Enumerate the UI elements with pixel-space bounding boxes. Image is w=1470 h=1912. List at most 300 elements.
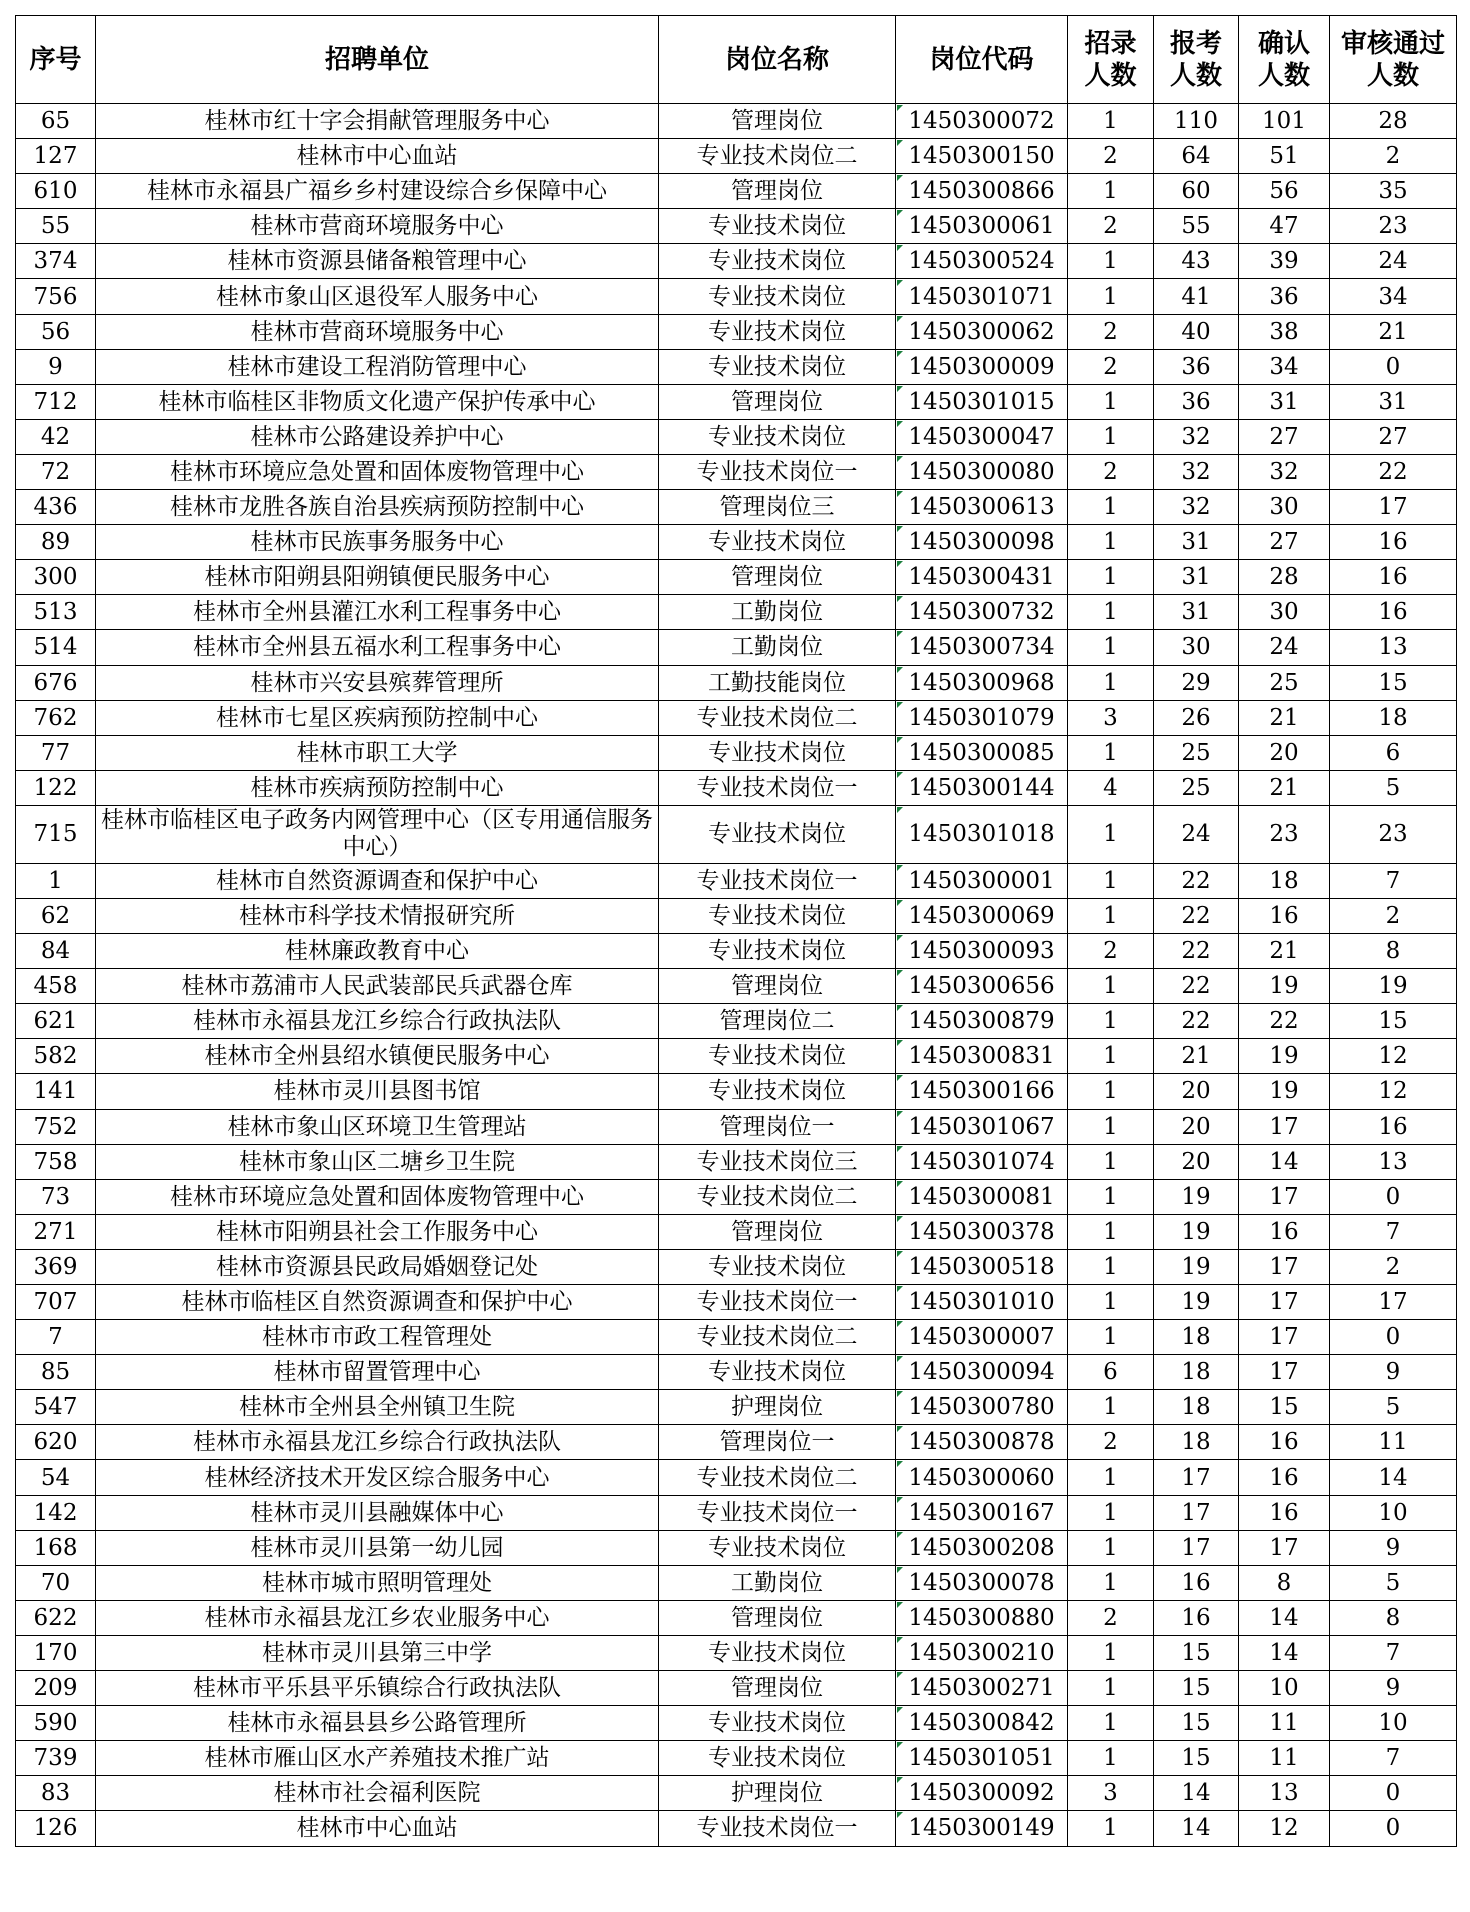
hiring-count-cell: 1 <box>1068 1144 1154 1179</box>
confirmed-count-cell: 17 <box>1239 1249 1330 1284</box>
number-stored-as-text-indicator-icon <box>897 1461 903 1467</box>
number-stored-as-text-indicator-icon <box>897 900 903 906</box>
table-row <box>16 419 1457 454</box>
approved-count-cell: 15 <box>1330 665 1457 700</box>
approved-count-cell: 0 <box>1330 1811 1457 1846</box>
position-code-text: 1450301051 <box>908 1745 1055 1772</box>
position-code-text: 1450300092 <box>908 1780 1055 1807</box>
position-code-cell <box>896 454 1068 489</box>
serial-number-cell: 707 <box>16 1285 96 1320</box>
position-code-cell <box>896 1671 1068 1706</box>
serial-number-cell: 55 <box>16 209 96 244</box>
number-stored-as-text-indicator-icon <box>897 140 903 146</box>
table-row <box>16 314 1457 349</box>
position-code-cell <box>896 1635 1068 1670</box>
table-row <box>16 665 1457 700</box>
document-page <box>15 15 1457 1847</box>
number-stored-as-text-indicator-icon <box>897 970 903 976</box>
approved-count-cell: 16 <box>1330 525 1457 560</box>
applicant-count-cell: 40 <box>1154 314 1239 349</box>
number-stored-as-text-indicator-icon <box>897 667 903 673</box>
table-row <box>16 1635 1457 1670</box>
serial-number-cell: 582 <box>16 1039 96 1074</box>
serial-number-cell: 739 <box>16 1741 96 1776</box>
position-name-cell: 专业技术岗位二 <box>659 1320 896 1355</box>
position-name-cell: 专业技术岗位二 <box>659 1460 896 1495</box>
approved-count-cell: 23 <box>1330 209 1457 244</box>
confirmed-count-cell: 47 <box>1239 209 1330 244</box>
approved-count-cell: 0 <box>1330 1320 1457 1355</box>
table-row <box>16 1600 1457 1635</box>
position-code-cell <box>896 1109 1068 1144</box>
hiring-count-cell: 1 <box>1068 1039 1154 1074</box>
hiring-count-cell: 6 <box>1068 1355 1154 1390</box>
confirmed-count-cell: 30 <box>1239 490 1330 525</box>
table-row <box>16 898 1457 933</box>
number-stored-as-text-indicator-icon <box>897 737 903 743</box>
position-code-text: 1450301067 <box>908 1113 1055 1140</box>
position-code-cell <box>896 1249 1068 1284</box>
hiring-count-cell: 2 <box>1068 1600 1154 1635</box>
approved-count-cell: 16 <box>1330 560 1457 595</box>
approved-count-cell: 5 <box>1330 1565 1457 1600</box>
serial-number-cell: 89 <box>16 525 96 560</box>
serial-number-cell: 70 <box>16 1565 96 1600</box>
applicant-count-cell: 18 <box>1154 1390 1239 1425</box>
approved-count-cell: 6 <box>1330 735 1457 770</box>
hiring-count-cell: 2 <box>1068 934 1154 969</box>
table-row <box>16 770 1457 805</box>
number-stored-as-text-indicator-icon <box>897 772 903 778</box>
serial-number-cell: 62 <box>16 898 96 933</box>
number-stored-as-text-indicator-icon <box>897 1742 903 1748</box>
position-code-text: 1450301015 <box>908 388 1055 415</box>
confirmed-count-cell: 25 <box>1239 665 1330 700</box>
employer-cell: 桂林市永福县龙江乡综合行政执法队 <box>96 1425 659 1460</box>
serial-number-cell: 73 <box>16 1179 96 1214</box>
applicant-count-cell: 31 <box>1154 525 1239 560</box>
serial-number-cell: 168 <box>16 1530 96 1565</box>
approved-count-cell: 9 <box>1330 1671 1457 1706</box>
confirmed-count-cell: 18 <box>1239 863 1330 898</box>
position-code-cell <box>896 1600 1068 1635</box>
table-row <box>16 139 1457 174</box>
serial-number-cell: 547 <box>16 1390 96 1425</box>
applicant-count-cell: 31 <box>1154 560 1239 595</box>
position-name-cell: 专业技术岗位 <box>659 244 896 279</box>
header-applicant-count: 报考 人数 <box>1154 16 1239 104</box>
position-code-cell <box>896 898 1068 933</box>
applicant-count-cell: 25 <box>1154 735 1239 770</box>
approved-count-cell: 7 <box>1330 1741 1457 1776</box>
applicant-count-cell: 30 <box>1154 630 1239 665</box>
serial-number-cell: 84 <box>16 934 96 969</box>
position-code-text: 1450300098 <box>908 529 1055 556</box>
applicant-count-cell: 32 <box>1154 419 1239 454</box>
confirmed-count-cell: 24 <box>1239 630 1330 665</box>
number-stored-as-text-indicator-icon <box>897 1812 903 1818</box>
hiring-count-cell: 1 <box>1068 1004 1154 1039</box>
hiring-count-cell: 2 <box>1068 349 1154 384</box>
employer-cell: 桂林市中心血站 <box>96 139 659 174</box>
position-name-cell: 专业技术岗位一 <box>659 1495 896 1530</box>
number-stored-as-text-indicator-icon <box>897 1356 903 1362</box>
position-code-text: 1450300656 <box>908 973 1055 1000</box>
table-row <box>16 1811 1457 1846</box>
serial-number-cell: 676 <box>16 665 96 700</box>
serial-number-cell: 752 <box>16 1109 96 1144</box>
serial-number-cell: 122 <box>16 770 96 805</box>
applicant-count-cell: 19 <box>1154 1285 1239 1320</box>
employer-cell: 桂林市全州县灌江水利工程事务中心 <box>96 595 659 630</box>
hiring-count-cell: 1 <box>1068 1390 1154 1425</box>
confirmed-count-cell: 17 <box>1239 1179 1330 1214</box>
serial-number-cell: 42 <box>16 419 96 454</box>
approved-count-cell: 34 <box>1330 279 1457 314</box>
approved-count-cell: 13 <box>1330 630 1457 665</box>
position-name-cell: 专业技术岗位 <box>659 1355 896 1390</box>
table-row <box>16 1530 1457 1565</box>
position-code-text: 1450300060 <box>908 1464 1055 1491</box>
confirmed-count-cell: 10 <box>1239 1671 1330 1706</box>
position-name-cell: 管理岗位三 <box>659 490 896 525</box>
serial-number-cell: 1 <box>16 863 96 898</box>
applicant-count-cell: 22 <box>1154 934 1239 969</box>
table-row <box>16 700 1457 735</box>
number-stored-as-text-indicator-icon <box>897 175 903 181</box>
applicant-count-cell: 17 <box>1154 1460 1239 1495</box>
number-stored-as-text-indicator-icon <box>897 1075 903 1081</box>
number-stored-as-text-indicator-icon <box>897 702 903 708</box>
employer-cell: 桂林市灵川县融媒体中心 <box>96 1495 659 1530</box>
position-code-cell <box>896 1390 1068 1425</box>
confirmed-count-cell: 17 <box>1239 1285 1330 1320</box>
hiring-count-cell: 2 <box>1068 209 1154 244</box>
table-row <box>16 1671 1457 1706</box>
hiring-count-cell: 1 <box>1068 1671 1154 1706</box>
table-row <box>16 244 1457 279</box>
serial-number-cell: 513 <box>16 595 96 630</box>
employer-cell: 桂林市灵川县第三中学 <box>96 1635 659 1670</box>
serial-number-cell: 458 <box>16 969 96 1004</box>
confirmed-count-cell: 16 <box>1239 898 1330 933</box>
position-name-cell: 工勤岗位 <box>659 1565 896 1600</box>
position-code-text: 1450300878 <box>908 1429 1055 1456</box>
header-row <box>16 16 1457 104</box>
position-name-cell: 专业技术岗位 <box>659 525 896 560</box>
employer-cell: 桂林市临桂区电子政务内网管理中心（区专用通信服务中心） <box>96 805 659 863</box>
applicant-count-cell: 24 <box>1154 805 1239 863</box>
position-name-cell: 护理岗位 <box>659 1776 896 1811</box>
header-position-name: 岗位名称 <box>659 16 896 104</box>
applicant-count-cell: 64 <box>1154 139 1239 174</box>
position-name-cell: 专业技术岗位 <box>659 735 896 770</box>
position-code-text: 1450300009 <box>908 353 1055 380</box>
position-code-cell <box>896 1495 1068 1530</box>
position-code-cell <box>896 1320 1068 1355</box>
approved-count-cell: 22 <box>1330 454 1457 489</box>
approved-count-cell: 13 <box>1330 1144 1457 1179</box>
confirmed-count-cell: 38 <box>1239 314 1330 349</box>
position-code-text: 1450300149 <box>908 1815 1055 1842</box>
recruitment-table <box>15 15 1457 1847</box>
position-code-cell <box>896 490 1068 525</box>
approved-count-cell: 9 <box>1330 1530 1457 1565</box>
position-code-cell <box>896 244 1068 279</box>
serial-number-cell: 756 <box>16 279 96 314</box>
hiring-count-cell: 1 <box>1068 525 1154 560</box>
number-stored-as-text-indicator-icon <box>897 1286 903 1292</box>
serial-number-cell: 610 <box>16 174 96 209</box>
header-hiring-count: 招录 人数 <box>1068 16 1154 104</box>
number-stored-as-text-indicator-icon <box>897 1777 903 1783</box>
serial-number-cell: 621 <box>16 1004 96 1039</box>
approved-count-cell: 17 <box>1330 490 1457 525</box>
applicant-count-cell: 41 <box>1154 279 1239 314</box>
position-name-cell: 工勤岗位 <box>659 595 896 630</box>
employer-cell: 桂林市民族事务服务中心 <box>96 525 659 560</box>
position-code-text: 1450300431 <box>908 564 1055 591</box>
employer-cell: 桂林市科学技术情报研究所 <box>96 898 659 933</box>
employer-cell: 桂林市建设工程消防管理中心 <box>96 349 659 384</box>
table-row <box>16 1320 1457 1355</box>
number-stored-as-text-indicator-icon <box>897 491 903 497</box>
employer-cell: 桂林市环境应急处置和固体废物管理中心 <box>96 1179 659 1214</box>
position-code-cell <box>896 1214 1068 1249</box>
approved-count-cell: 2 <box>1330 1249 1457 1284</box>
table-row <box>16 349 1457 384</box>
table-row <box>16 934 1457 969</box>
hiring-count-cell: 1 <box>1068 384 1154 419</box>
position-code-text: 1450300007 <box>908 1324 1055 1351</box>
position-name-cell: 专业技术岗位 <box>659 349 896 384</box>
hiring-count-cell: 1 <box>1068 1530 1154 1565</box>
employer-cell: 桂林市自然资源调查和保护中心 <box>96 863 659 898</box>
confirmed-count-cell: 21 <box>1239 934 1330 969</box>
applicant-count-cell: 18 <box>1154 1355 1239 1390</box>
employer-cell: 桂林市全州县五福水利工程事务中心 <box>96 630 659 665</box>
hiring-count-cell: 1 <box>1068 1495 1154 1530</box>
employer-cell: 桂林市疾病预防控制中心 <box>96 770 659 805</box>
position-code-text: 1450300831 <box>908 1043 1055 1070</box>
applicant-count-cell: 16 <box>1154 1600 1239 1635</box>
approved-count-cell: 18 <box>1330 700 1457 735</box>
hiring-count-cell: 2 <box>1068 314 1154 349</box>
serial-number-cell: 271 <box>16 1214 96 1249</box>
confirmed-count-cell: 8 <box>1239 1565 1330 1600</box>
position-code-cell <box>896 1144 1068 1179</box>
position-code-text: 1450300047 <box>908 423 1055 450</box>
number-stored-as-text-indicator-icon <box>897 596 903 602</box>
position-name-cell: 管理岗位 <box>659 1671 896 1706</box>
position-code-cell <box>896 700 1068 735</box>
number-stored-as-text-indicator-icon <box>897 386 903 392</box>
number-stored-as-text-indicator-icon <box>897 456 903 462</box>
table-row <box>16 1741 1457 1776</box>
confirmed-count-cell: 31 <box>1239 384 1330 419</box>
employer-cell: 桂林市阳朔县阳朔镇便民服务中心 <box>96 560 659 595</box>
employer-cell: 桂林市营商环境服务中心 <box>96 314 659 349</box>
employer-cell: 桂林市龙胜各族自治县疾病预防控制中心 <box>96 490 659 525</box>
position-name-cell: 专业技术岗位一 <box>659 770 896 805</box>
hiring-count-cell: 3 <box>1068 700 1154 735</box>
approved-count-cell: 2 <box>1330 139 1457 174</box>
employer-cell: 桂林市象山区二塘乡卫生院 <box>96 1144 659 1179</box>
approved-count-cell: 24 <box>1330 244 1457 279</box>
hiring-count-cell: 1 <box>1068 1706 1154 1741</box>
confirmed-count-cell: 36 <box>1239 279 1330 314</box>
position-code-cell <box>896 349 1068 384</box>
serial-number-cell: 141 <box>16 1074 96 1109</box>
applicant-count-cell: 25 <box>1154 770 1239 805</box>
header-approved-count: 审核通过 人数 <box>1330 16 1457 104</box>
position-code-text: 1450300150 <box>908 143 1055 170</box>
confirmed-count-cell: 11 <box>1239 1741 1330 1776</box>
employer-cell: 桂林市灵川县第一幼儿园 <box>96 1530 659 1565</box>
table-row <box>16 1214 1457 1249</box>
employer-cell: 桂林市雁山区水产养殖技术推广站 <box>96 1741 659 1776</box>
applicant-count-cell: 31 <box>1154 595 1239 630</box>
applicant-count-cell: 14 <box>1154 1776 1239 1811</box>
approved-count-cell: 19 <box>1330 969 1457 1004</box>
position-code-cell <box>896 1179 1068 1214</box>
approved-count-cell: 11 <box>1330 1425 1457 1460</box>
applicant-count-cell: 17 <box>1154 1530 1239 1565</box>
number-stored-as-text-indicator-icon <box>897 280 903 286</box>
number-stored-as-text-indicator-icon <box>897 351 903 357</box>
position-code-text: 1450301071 <box>908 283 1055 310</box>
table-row <box>16 1460 1457 1495</box>
position-code-text: 1450300144 <box>908 774 1055 801</box>
approved-count-cell: 10 <box>1330 1495 1457 1530</box>
employer-cell: 桂林市环境应急处置和固体废物管理中心 <box>96 454 659 489</box>
confirmed-count-cell: 16 <box>1239 1460 1330 1495</box>
position-name-cell: 工勤岗位 <box>659 630 896 665</box>
serial-number-cell: 56 <box>16 314 96 349</box>
serial-number-cell: 126 <box>16 1811 96 1846</box>
serial-number-cell: 300 <box>16 560 96 595</box>
approved-count-cell: 15 <box>1330 1004 1457 1039</box>
confirmed-count-cell: 28 <box>1239 560 1330 595</box>
employer-cell: 桂林市全州县绍水镇便民服务中心 <box>96 1039 659 1074</box>
table-row <box>16 279 1457 314</box>
table-row <box>16 805 1457 863</box>
applicant-count-cell: 19 <box>1154 1249 1239 1284</box>
approved-count-cell: 31 <box>1330 384 1457 419</box>
position-code-text: 1450300167 <box>908 1499 1055 1526</box>
position-name-cell: 管理岗位 <box>659 1214 896 1249</box>
position-name-cell: 管理岗位 <box>659 174 896 209</box>
approved-count-cell: 14 <box>1330 1460 1457 1495</box>
hiring-count-cell: 4 <box>1068 770 1154 805</box>
applicant-count-cell: 18 <box>1154 1320 1239 1355</box>
confirmed-count-cell: 14 <box>1239 1635 1330 1670</box>
applicant-count-cell: 43 <box>1154 244 1239 279</box>
table-row <box>16 595 1457 630</box>
position-name-cell: 专业技术岗位 <box>659 1530 896 1565</box>
table-row <box>16 1565 1457 1600</box>
table-row <box>16 1355 1457 1390</box>
table-body <box>16 104 1457 1847</box>
position-code-cell <box>896 1285 1068 1320</box>
hiring-count-cell: 2 <box>1068 454 1154 489</box>
confirmed-count-cell: 34 <box>1239 349 1330 384</box>
serial-number-cell: 620 <box>16 1425 96 1460</box>
employer-cell: 桂林经济技术开发区综合服务中心 <box>96 1460 659 1495</box>
position-name-cell: 专业技术岗位 <box>659 1706 896 1741</box>
table-row <box>16 174 1457 209</box>
position-name-cell: 专业技术岗位二 <box>659 139 896 174</box>
position-code-text: 1450300734 <box>908 634 1055 661</box>
hiring-count-cell: 1 <box>1068 1811 1154 1846</box>
position-code-cell <box>896 805 1068 863</box>
hiring-count-cell: 1 <box>1068 1214 1154 1249</box>
position-code-cell <box>896 139 1068 174</box>
applicant-count-cell: 14 <box>1154 1811 1239 1846</box>
employer-cell: 桂林市全州县全州镇卫生院 <box>96 1390 659 1425</box>
position-code-cell <box>896 1004 1068 1039</box>
hiring-count-cell: 2 <box>1068 139 1154 174</box>
position-code-text: 1450300780 <box>908 1394 1055 1421</box>
table-row <box>16 863 1457 898</box>
confirmed-count-cell: 56 <box>1239 174 1330 209</box>
approved-count-cell: 0 <box>1330 1776 1457 1811</box>
number-stored-as-text-indicator-icon <box>897 1111 903 1117</box>
position-code-cell <box>896 525 1068 560</box>
number-stored-as-text-indicator-icon <box>897 1321 903 1327</box>
applicant-count-cell: 20 <box>1154 1074 1239 1109</box>
confirmed-count-cell: 17 <box>1239 1530 1330 1565</box>
position-code-text: 1450300271 <box>908 1675 1055 1702</box>
hiring-count-cell: 1 <box>1068 1249 1154 1284</box>
position-name-cell: 管理岗位 <box>659 384 896 419</box>
table-row <box>16 1144 1457 1179</box>
employer-cell: 桂林市职工大学 <box>96 735 659 770</box>
confirmed-count-cell: 14 <box>1239 1144 1330 1179</box>
confirmed-count-cell: 15 <box>1239 1390 1330 1425</box>
position-code-text: 1450300518 <box>908 1253 1055 1280</box>
applicant-count-cell: 18 <box>1154 1425 1239 1460</box>
position-code-cell <box>896 770 1068 805</box>
number-stored-as-text-indicator-icon <box>897 1532 903 1538</box>
number-stored-as-text-indicator-icon <box>897 1005 903 1011</box>
confirmed-count-cell: 23 <box>1239 805 1330 863</box>
confirmed-count-cell: 30 <box>1239 595 1330 630</box>
number-stored-as-text-indicator-icon <box>897 526 903 532</box>
position-name-cell: 专业技术岗位 <box>659 1741 896 1776</box>
approved-count-cell: 28 <box>1330 104 1457 139</box>
position-code-text: 1450300866 <box>908 178 1055 205</box>
hiring-count-cell: 1 <box>1068 1179 1154 1214</box>
position-code-cell <box>896 863 1068 898</box>
position-code-cell <box>896 1565 1068 1600</box>
approved-count-cell: 9 <box>1330 1355 1457 1390</box>
number-stored-as-text-indicator-icon <box>897 1216 903 1222</box>
employer-cell: 桂林市社会福利医院 <box>96 1776 659 1811</box>
number-stored-as-text-indicator-icon <box>897 1040 903 1046</box>
applicant-count-cell: 22 <box>1154 898 1239 933</box>
position-code-text: 1450300093 <box>908 938 1055 965</box>
employer-cell: 桂林市资源县储备粮管理中心 <box>96 244 659 279</box>
serial-number-cell: 83 <box>16 1776 96 1811</box>
number-stored-as-text-indicator-icon <box>897 1391 903 1397</box>
serial-number-cell: 369 <box>16 1249 96 1284</box>
confirmed-count-cell: 16 <box>1239 1214 1330 1249</box>
applicant-count-cell: 29 <box>1154 665 1239 700</box>
serial-number-cell: 622 <box>16 1600 96 1635</box>
header-serial-number: 序号 <box>16 16 96 104</box>
table-row <box>16 209 1457 244</box>
